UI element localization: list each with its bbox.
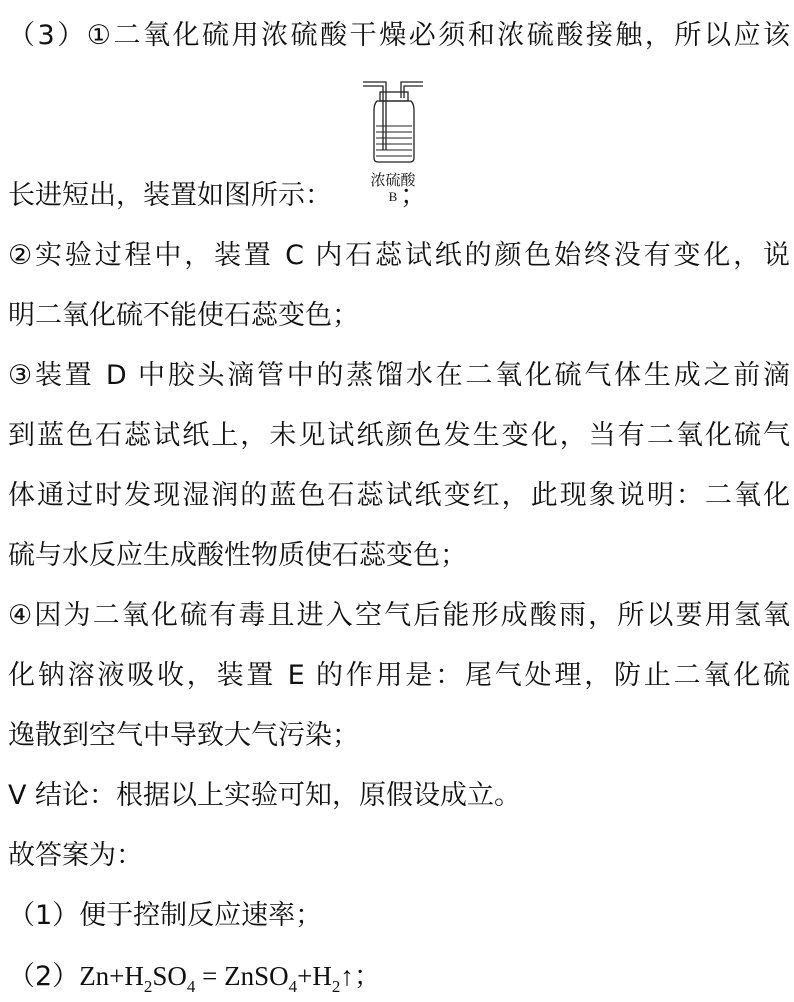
equation-zn-h: Zn+H	[79, 961, 144, 991]
text-line-14: （1）便于控制反应速率；	[8, 900, 323, 931]
text-line-11: 逸散到空气中导致大气污染；	[8, 720, 359, 751]
text-line-2-end: ；	[400, 180, 427, 211]
figure-liquid-label: 浓硫酸	[370, 171, 416, 189]
equation-eq: = ZnSO	[195, 961, 289, 991]
equation-prefix: （2）	[8, 961, 80, 992]
equation-sub-4b: 4	[288, 977, 298, 996]
gas-washing-bottle-figure	[360, 74, 426, 206]
text-line-10: 化钠溶液吸收，装置 E 的作用是：尾气处理，防止二氧化硫	[8, 660, 790, 691]
text-line-13: 故答案为：	[8, 840, 143, 871]
figure-device-letter: B	[388, 189, 398, 204]
text-line-3: ②实验过程中，装置 C 内石蕊试纸的颜色始终没有变化，说	[8, 240, 790, 271]
text-line-1: （3）①二氧化硫用浓硫酸干燥必须和浓硫酸接触，所以应该	[8, 20, 790, 51]
text-line-6: 到蓝色石蕊试纸上，未见试纸颜色发生变化，当有二氧化硫气	[8, 420, 790, 451]
text-line-5: ③装置 D 中胶头滴管中的蒸馏水在二氧化硫气体生成之前滴	[8, 360, 790, 391]
equation-plus-h: +H	[297, 961, 332, 991]
text-line-8: 硫与水反应生成酸性物质使石蕊变色；	[8, 540, 467, 571]
text-line-12: V 结论：根据以上实验可知，原假设成立。	[8, 780, 522, 811]
chemical-equation	[8, 958, 790, 998]
equation-so: SO	[152, 961, 187, 991]
equation-end: ；	[353, 961, 381, 992]
text-line-9: ④因为二氧化硫有毒且进入空气后能形成酸雨，所以要用氢氧	[8, 600, 790, 631]
text-line-2-start: 长进短出，装置如图所示：	[8, 180, 332, 211]
equation-sub-4a: 4	[186, 977, 196, 996]
equation-arrow: ↑	[340, 961, 354, 991]
gas-washing-bottle-icon	[360, 74, 426, 170]
text-line-4: 明二氧化硫不能使石蕊变色；	[8, 300, 359, 331]
text-line-7: 体通过时发现湿润的蓝色石蕊试纸变红，此现象说明：二氧化	[8, 480, 790, 511]
equation-sub-2a: 2	[143, 977, 153, 996]
equation-sub-2b: 2	[331, 977, 341, 996]
